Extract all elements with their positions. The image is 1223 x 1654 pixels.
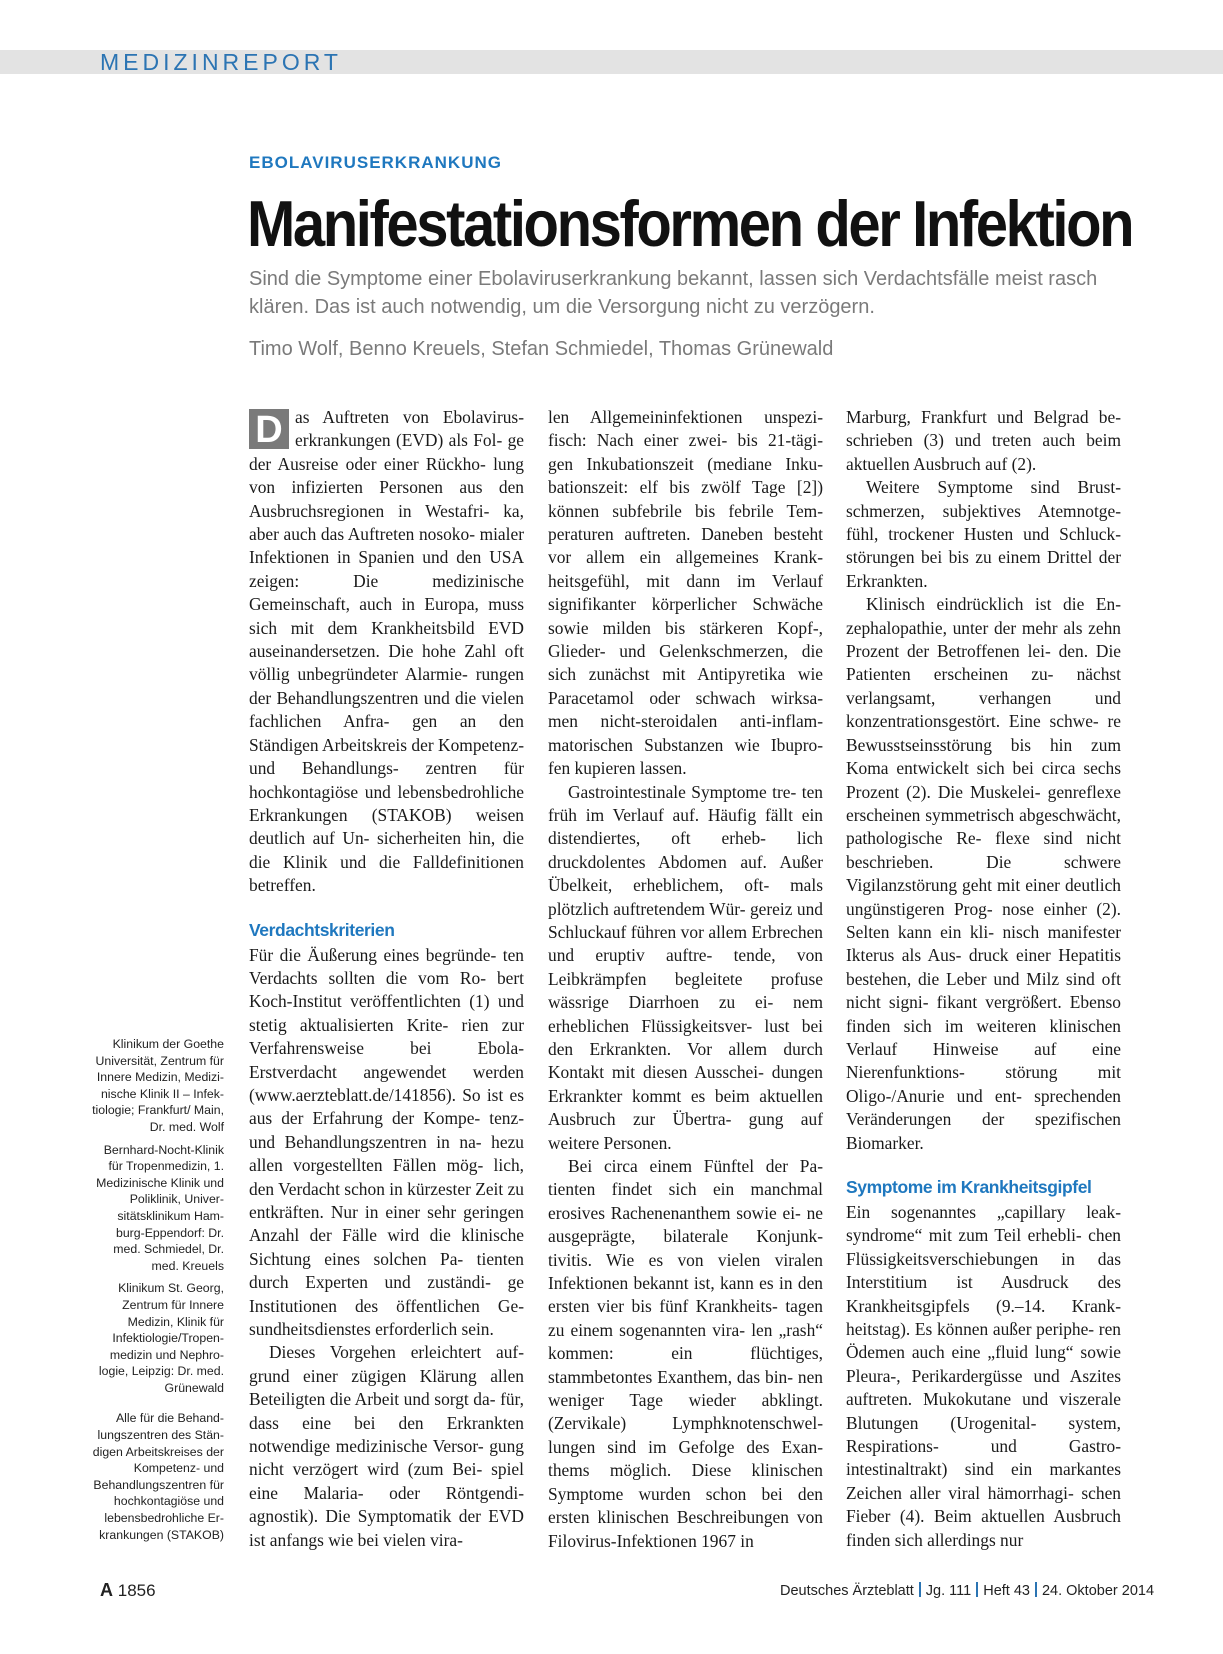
article-title: Manifestationsformen der Infektion [247,187,1133,261]
text-column-2 [548,406,823,1553]
paragraph: Klinisch eindrücklich ist die En- zephalopathie, unter der mehr als zehn Prozent der Betroffenen lei- den. Die Patienten erscheinen zu- nächst verlangsamt, verhangen und konzentrationsgestört. Eine schwe- re Bewusstseinsstörung bis hin zum Koma entwickelt sich bei circa sechs Prozent (2). Die Muskelei- genreflexe erscheinen symmetrisch abgeschwächt, pathologische Re- flexe sind nicht beschrieben. Die schwere Vigilanzstörung geht mit einer deutlich ungünstigeren Prog- nose einher (2). Selten kann ein kli- nisch manifester Ikterus als Aus- druck einer Hepatitis bestehen, die Leber und Milz sind oft nicht signi- fikant vergrößert. Ebenso finden sich im weiteren klinischen Verlauf Hinweise auf eine Nierenfunktions- störung mit Oligo-/Anurie und ent- sprechenden Veränderungen der spezifischen Biomarker. [846,594,1121,1153]
article-authors: Timo Wolf, Benno Kreuels, Stefan Schmiedel, Thomas Grünewald [249,338,834,360]
text-column-1 [249,406,524,1552]
journal-info [780,1582,1155,1599]
page-number-value: 1856 [117,1581,156,1600]
separator [919,1582,921,1597]
separator [1035,1582,1037,1597]
paragraph-text: as Auftreten von Ebolavirus- erkrankungen (EVD) als Fol- ge der Ausreise oder einer Rückho- lung von infizierten Personen aus den Ausbruchsregionen in Westafri- ka, aber auch das Auftreten nosoko- mialer Infektionen in Spanien und den USA zeigen: Die medizinische Gemeinschaft, auch in Europa, muss sich mit dem Krankheitsbild EVD auseinandersetzen. Die hohe Zahl oft völlig unbegründeter Alarmie- rungen der Behandlungszentren und die vielen fachlichen Anfra- gen an den Ständigen Arbeitskreis der Kompetenz- und Behandlungs- zentren für hochkontagiöse und lebensbedrohliche Erkrankungen (STAKOB) weisen deutlich auf Un- sicherheiten hin, die die Klinik und die Falldefinitionen betreffen. [249,407,524,896]
paragraph: Marburg, Frankfurt und Belgrad be- schrieben (3) und treten auch beim aktuellen Ausbruch auf (2). [846,407,1121,474]
page-number [100,1580,156,1601]
subheading-symptome: Symptome im Krankheitsgipfel [846,1177,1092,1197]
paragraph [249,406,524,898]
paragraph: Dieses Vorgehen erleichtert auf- grund einer zügigen Klärung allen Beteiligten die Arbeit und sorgt da- für, dass eine bei den Erkrankten notwendige medizinische Versor- gung nicht verzögert wird (zum Bei- spiel eine Malaria- oder Röntgendi- agnostik). Die Symptomatik der EVD ist anfangs wie bei vielen vira- [249,1342,524,1550]
article-kicker: EBOLAVIRUSERKRANKUNG [249,153,502,172]
affiliation: Bernhard-Nocht-Klinik für Tropenmedizin, 1. Medizinische Klinik und Poliklinik, Univer- sitätsklinikum Ham- burg-Eppendorf: Dr. med. Schmiedel, Dr. med. Kreuels [96,1142,224,1273]
page-prefix: A [100,1580,113,1600]
article-lead: Sind die Symptome einer Ebolaviruserkrankung bekannt, lassen sich Verdachtsfälle meist rasch klären. Das ist auch notwendig, um die Versorgung nicht zu verzögern. [249,268,1098,318]
journal-name: Deutsches Ärzteblatt [780,1583,914,1599]
section-label: MEDIZINREPORT [100,49,342,75]
paragraph: Bei circa einem Fünftel der Pa- tienten findet sich ein manchmal erosives Rachenenanthem sowie ei- ne ausgeprägte, bilaterale Konjunk- tivitis. Wie es von vielen viralen Infektionen bekannt ist, kann es in den ersten vier bis fünf Krankheits- tagen zu einem sogenannten vira- len „rash“ kommen: ein flüchtiges, stammbetontes Exanthem, das bin- nen weniger Tage wieder abklingt. (Zervikale) Lymphknotenschwel- lungen sind im Gefolge des Exan- thems möglich. Diese klinischen Symptome wurden schon bei den ersten klinischen Beschreibungen von Filovirus-Infektionen 1967 in [548,1156,823,1551]
author-affiliations [88,1036,224,1549]
paragraph: Ein sogenanntes „capillary leak- syndrome“ mit zum Teil erhebli- chen Flüssigkeitsverschiebungen in das Interstitium ist Ausdruck des Krankheitsgipfels (9.–14. Krank- heitstag). Es können außer periphe- ren Ödemen auch eine „fluid lung“ sowie Pleura-, Perikardergüsse und Aszites auftreten. Mukokutane und viszerale Blutungen (Urogenital- system, Respirations- und Gastro- intestinaltrakt) sind ein markantes Zeichen aller viral hämorrhagi- schen Fieber (4). Beim aktuellen Ausbruch finden sich allerdings nur [846,1202,1121,1550]
paragraph: Weitere Symptome sind Brust- schmerzen, subjektives Atemnotge- fühl, trockener Husten und Schluck- störungen bei bis zu einem Drittel der Erkrankten. [846,477,1121,591]
separator [976,1582,978,1597]
drop-cap: D [249,409,289,449]
text-column-3 [846,406,1121,1552]
subheading-verdachtskriterien: Verdachtskriterien [249,919,395,940]
journal-volume: Jg. 111 [925,1583,972,1599]
journal-issue: Heft 43 [983,1583,1030,1599]
paragraph: Für die Äußerung eines begründe- ten Verdachts sollten die vom Ro- bert Koch-Institut veröffentlichten (1) und stetig aktualisierten Krite- rien zur Verfahrensweise bei Ebola- Erstverdacht angewendet werden (www.aerzteblatt.de/141856). So ist es aus der Erfahrung der Kompe- tenz- und Behandlungszentren in na- hezu allen vorgestellten Fällen mög- lich, den Verdacht schon in kürzester Zeit zu entkräften. Nur in einer sehr geringen Anzahl der Fälle wird die klinische Sichtung eines solchen Pa- tienten durch Experten und zuständi- ge Institutionen des öffentlichen Ge- sundheitsdienstes erforderlich sein. [249,944,524,1340]
paragraph: Gastrointestinale Symptome tre- ten früh im Verlauf auf. Häufig fällt ein distendiertes, oft erheb- lich druckdolentes Abdomen auf. Außer Übelkeit, erheblichem, oft- mals plötzlich auftretendem Wür- gereiz und Schluckauf führen vor allem Erbrechen und eruptiv auftre- tende, von Leibkrämpfen begleitete profuse wässrige Diarrhoen zu ei- nem erheblichen Flüssigkeitsver- lust bei den Erkrankten. Vor allem durch Kontakt mit diesen Ausschei- dungen Erkrankter kommt es beim aktuellen Ausbruch zur Übertra- gung auf weitere Personen. [548,781,823,1153]
paragraph: len Allgemeininfektionen unspezi- fisch: Nach einer zwei- bis 21-tägi- gen Inkubationszeit (mediane Inku- bationszeit: elf bis zwölf Tage [2]) können subfebrile bis febrile Tem- peraturen auftreten. Daneben besteht vor allem ein allgemeines Krank- heitsgefühl, mit dann im Verlauf signifikanter körperlicher Schwäche sowie milden bis stärkeren Kopf-, Glieder- und Gelenkschmerzen, die sich zunächst mit Antipyretika wie Paracetamol oder schwach wirksa- men nicht-steroidalen anti-inflam- matorischen Substanzen wie Ibupro- fen kupieren lassen. [548,407,823,779]
affiliation: Klinikum St. Georg, Zentrum für Innere Medizin, Klinik für Infektiologie/Tropen- medizin und Nephro- logie, Leipzig: Dr. med. Grünewald [98,1281,224,1395]
affiliation: Klinikum der Goethe Universität, Zentrum für Innere Medizin, Medizi- nische Klinik II – Infek- tiologie; Frankfurt/ Main, Dr. med. Wolf [92,1037,224,1134]
affiliation: Alle für die Behand- lungszentren des Stän- digen Arbeitskreises der Kompetenz- und Behandlungszentren für hochkontagiöse und lebensbedrohliche Er- krankungen (STAKOB) [92,1411,224,1542]
journal-date: 24. Oktober 2014 [1041,1583,1155,1599]
